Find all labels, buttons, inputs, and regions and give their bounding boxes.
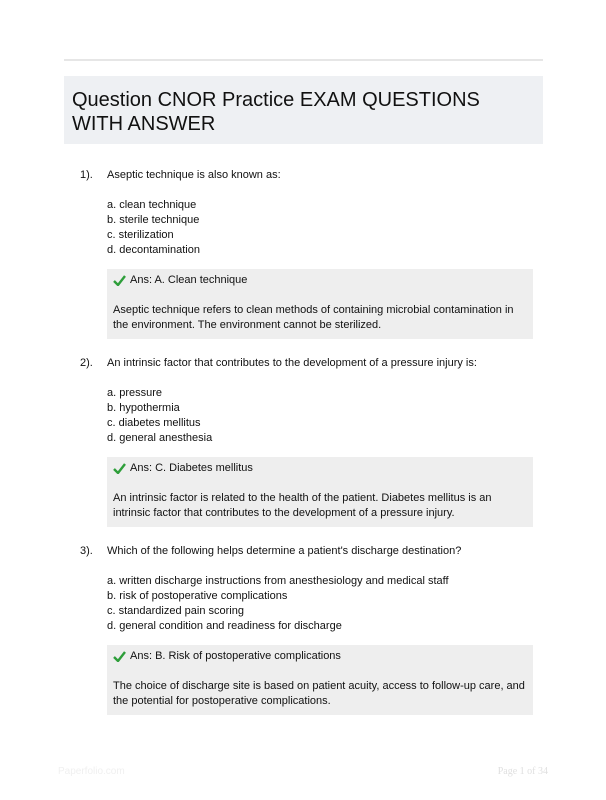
- option: d. general condition and readiness for discharge: [107, 620, 342, 632]
- answer-explanation: The choice of discharge site is based on patient acuity, access to follow-up care, and the potential for postoperative complications.: [113, 680, 525, 707]
- answer-box: [107, 645, 533, 715]
- question-number: 2).: [80, 357, 93, 369]
- answer-box: [107, 457, 533, 527]
- option: b. risk of postoperative complications: [107, 590, 288, 602]
- option-list: [107, 574, 540, 634]
- top-divider: [64, 59, 543, 61]
- option: d. general anesthesia: [107, 432, 213, 444]
- question-number: 1).: [80, 169, 93, 181]
- option: b. hypothermia: [107, 402, 180, 414]
- question-item: [80, 544, 540, 715]
- option-list: [107, 386, 540, 446]
- option: c. standardized pain scoring: [107, 605, 244, 617]
- question-text: An intrinsic factor that contributes to the development of a pressure injury is:: [107, 357, 477, 369]
- question-text: Which of the following helps determine a patient's discharge destination?: [107, 545, 462, 557]
- answer-explanation: Aseptic technique refers to clean methods of containing microbial contamination in the environment. The environment cannot be sterilized.: [113, 304, 514, 331]
- check-icon: [113, 275, 126, 286]
- answer-label: Ans: B. Risk of postoperative complications: [130, 650, 341, 662]
- answer-label: Ans: A. Clean technique: [130, 274, 248, 286]
- option-list: [107, 198, 540, 258]
- option: c. sterilization: [107, 229, 174, 241]
- question-text: Aseptic technique is also known as:: [107, 169, 281, 181]
- footer-watermark: Paperfolio.com: [58, 766, 125, 777]
- title-banner: [64, 76, 543, 144]
- option: a. written discharge instructions from anesthesiology and medical staff: [107, 575, 449, 587]
- option: c. diabetes mellitus: [107, 417, 201, 429]
- option: a. clean technique: [107, 199, 197, 211]
- answer-label: Ans: C. Diabetes mellitus: [130, 462, 253, 474]
- option: d. decontamination: [107, 244, 200, 256]
- option: b. sterile technique: [107, 214, 200, 226]
- question-item: [80, 356, 540, 527]
- check-icon: [113, 651, 126, 662]
- check-icon: [113, 463, 126, 474]
- answer-box: [107, 269, 533, 339]
- page-title: Question CNOR Practice EXAM QUESTIONS WITH ANSWER: [72, 89, 480, 135]
- answer-explanation: An intrinsic factor is related to the health of the patient. Diabetes mellitus is an intrinsic factor that contributes to the development of a pressure injury.: [113, 492, 492, 519]
- question-item: [80, 168, 540, 339]
- page-number: Page 1 of 34: [497, 766, 548, 777]
- question-number: 3).: [80, 545, 93, 557]
- option: a. pressure: [107, 387, 163, 399]
